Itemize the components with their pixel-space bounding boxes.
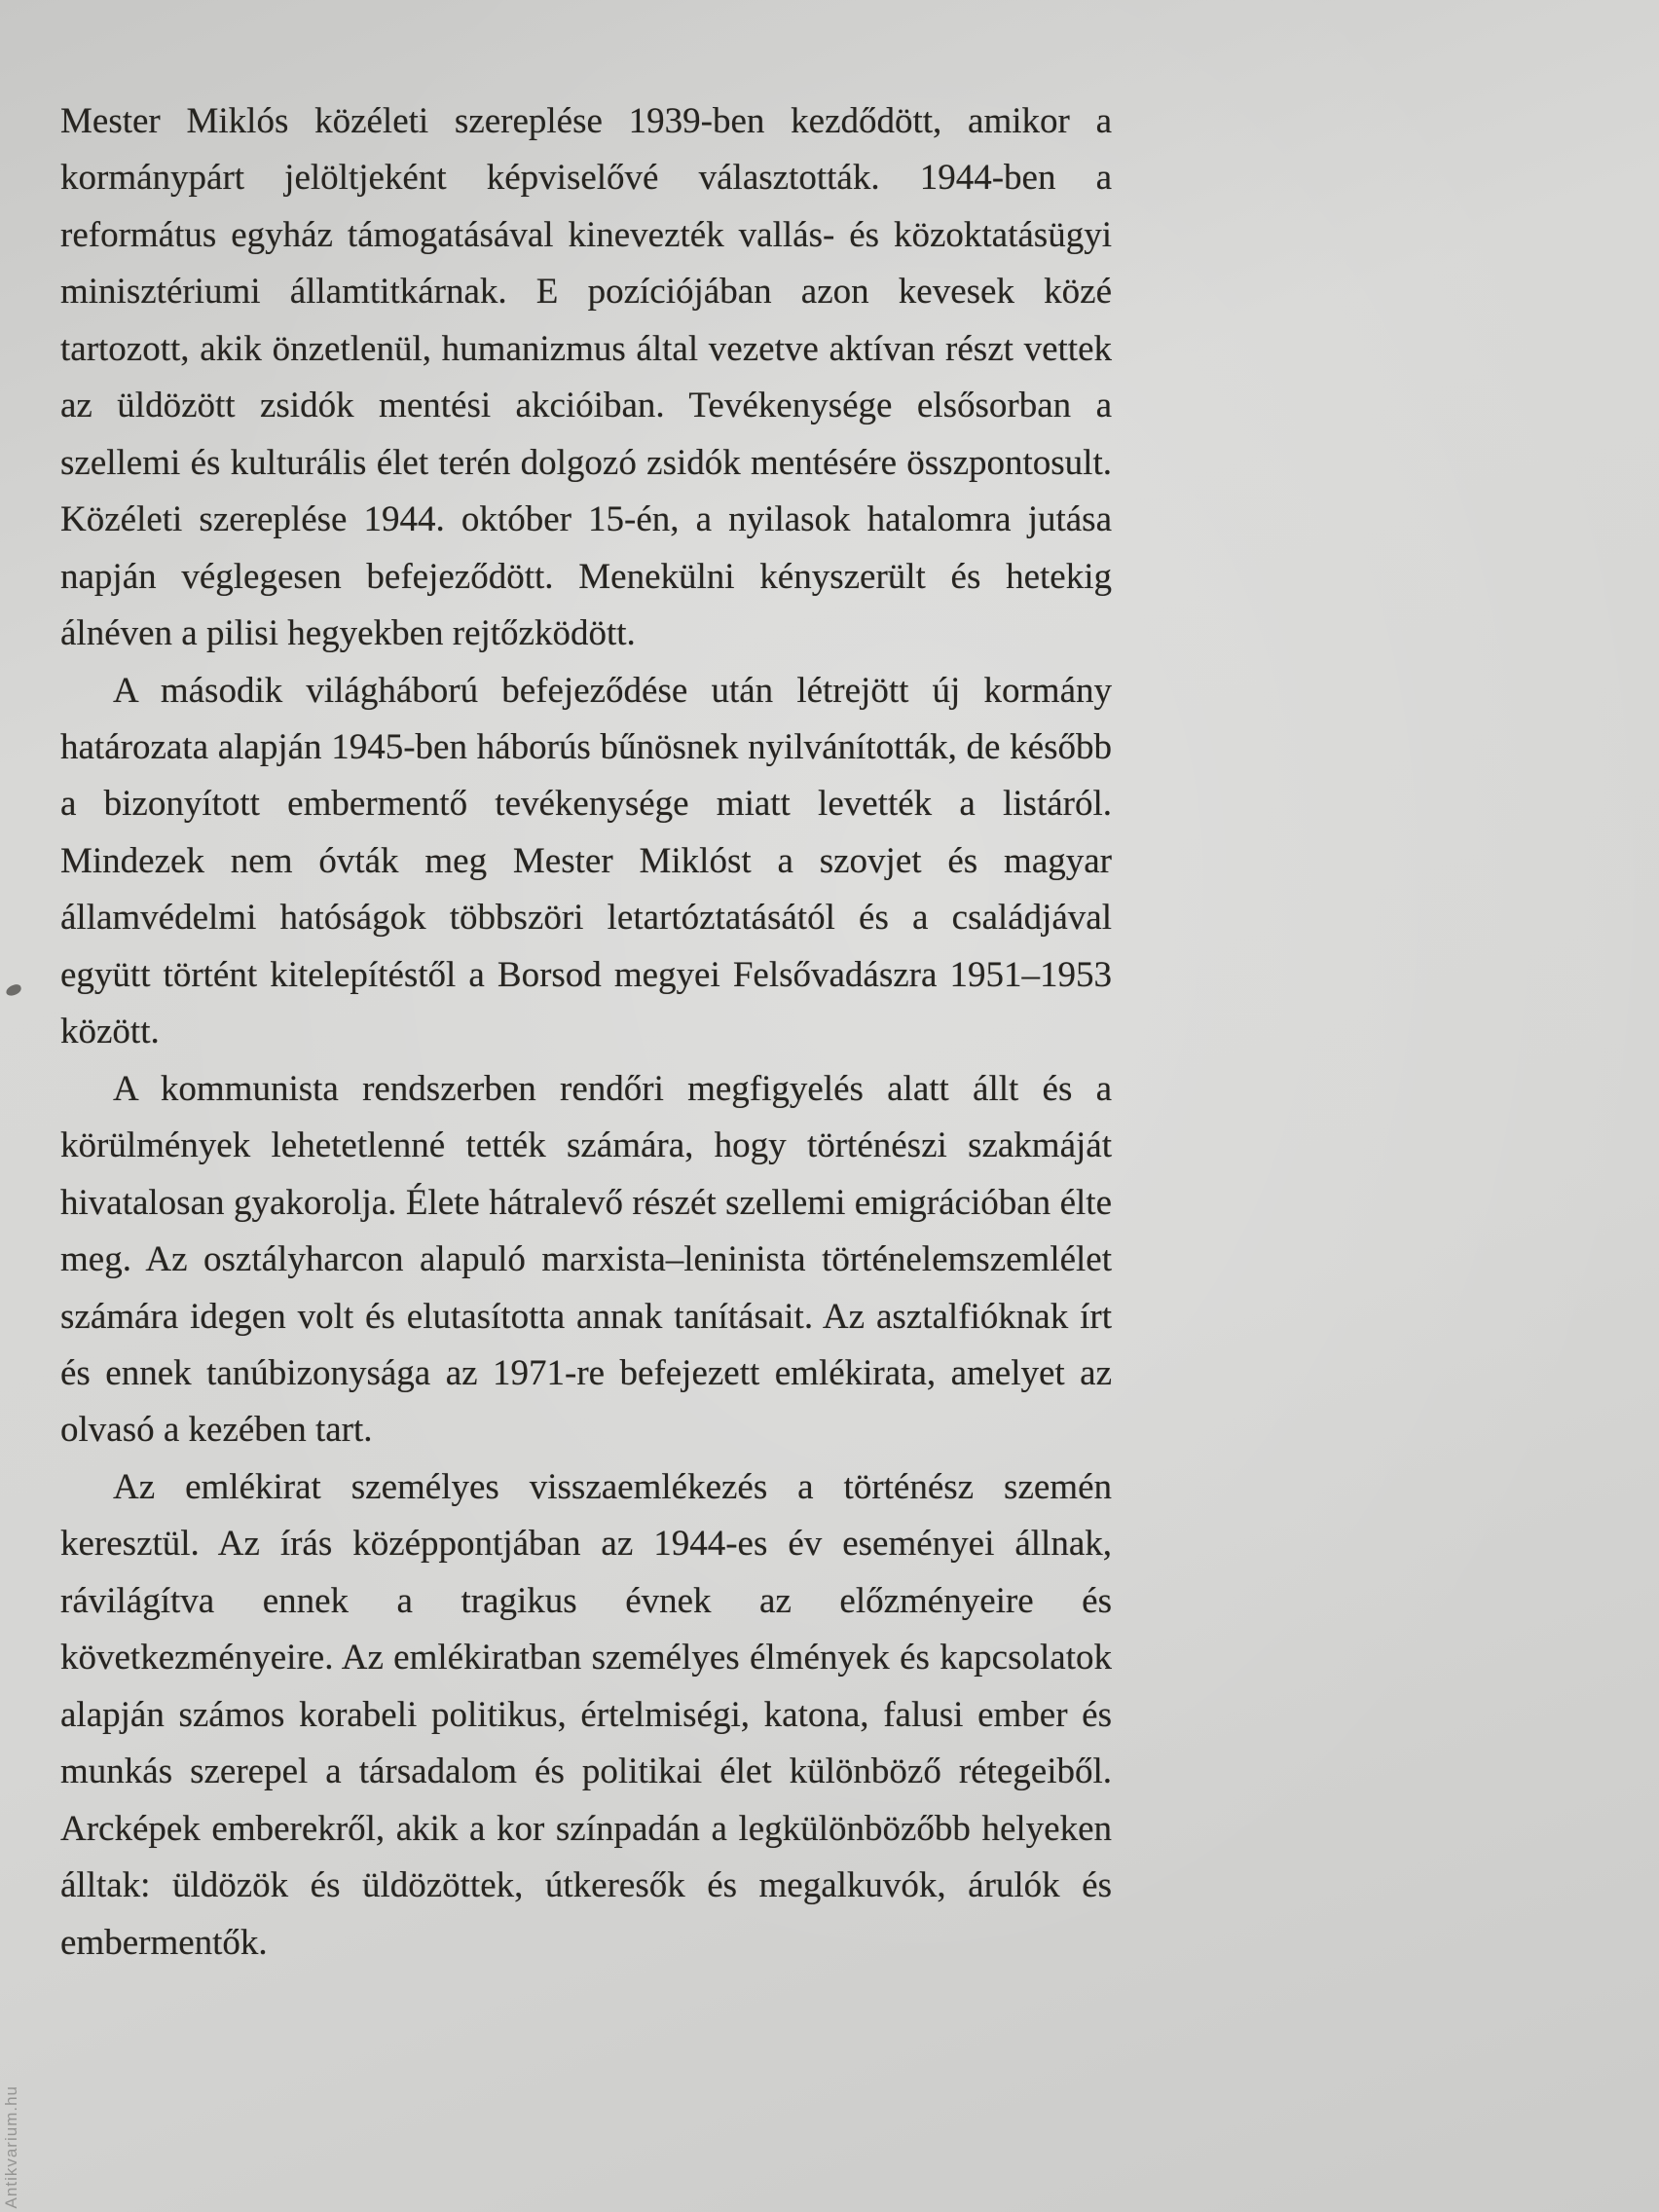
- paragraph-1: Mester Miklós közéleti szereplése 1939-ben kezdődött, amikor a kormánypárt jelöltjeként képviselővé választották. 1944-ben a református egyház támogatásával kinevezték vallás- és közoktatásügyi minisztériumi államtitkárnak. E pozíciójában azon kevesek közé tartozott, akik önzetlenül, humanizmus által vezetve aktívan részt vettek az üldözött zsidók mentési akcióiban. Tevékenysége elsősorban a szellemi és kulturális élet terén dolgozó zsidók mentésére összpontosult. Közéleti szereplése 1944. október 15-én, a nyilasok hatalomra jutása napján véglegesen befejeződött. Menekülni kényszerült és hetekig álnéven a pilisi hegyekben rejtőzködött.: [60, 101, 1112, 654]
- ink-smudge-artifact: [5, 983, 22, 997]
- paragraph-4: Az emlékirat személyes visszaemlékezés a történész szemén keresztül. Az írás középpontjában az 1944-es év eseményei állnak, rávilágítva ennek a tragikus évnek az előzményeire és következményeire. Az emlékiratban személyes élmények és kapcsolatok alapján számos korabeli politikus, értelmiségi, katona, falusi ember és munkás szerepel a társadalom és politikai élet különböző rétegeiből. Arcképek emberekről, akik a kor színpadán a legkülönbözőbb helyeken álltak: üldözök és üldözöttek, útkeresők és megalkuvók, árulók és embermentők.: [60, 1466, 1112, 1963]
- paragraph-3: A kommunista rendszerben rendőri megfigyelés alatt állt és a körülmények lehetetlenné tették számára, hogy történészi szakmáját hivatalosan gyakorolja. Élete hátralevő részét szellemi emigrációban élte meg. Az osztályharcon alapuló marxista–leninista történelemszemlélet számára idegen volt és elutasította annak tanításait. Az asztalfióknak írt és ennek tanúbizonysága az 1971-re befejezett emlékirata, amelyet az olvasó a kezében tart.: [60, 1068, 1112, 1451]
- watermark-antikvarium: Antikvarium.hu: [2, 2084, 20, 2208]
- paragraph-2: A második világháború befejeződése után létrejött új kormány határozata alapján 1945-ben háborús bűnösnek nyilvánították, de később a bizonyított embermentő tevékenysége miatt levették a listáról. Mindezek nem óvták meg Mester Miklóst a szovjet és magyar államvédelmi hatóságok többszöri letartóztatásától és a családjával együtt történt kitelepítéstől a Borsod megyei Felsővadászra 1951–1953 között.: [60, 670, 1112, 1052]
- text-block: [60, 93, 1112, 1972]
